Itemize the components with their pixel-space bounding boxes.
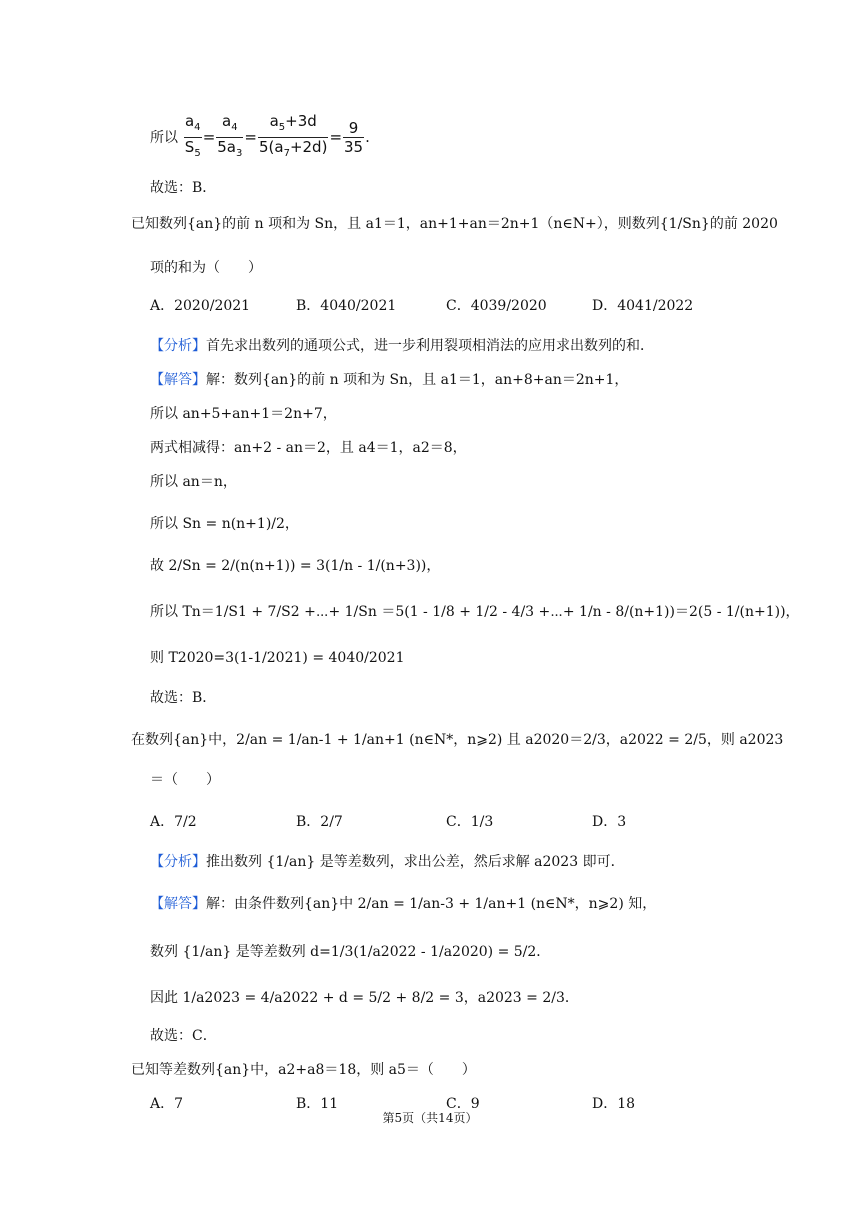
- answer-line: 数列 {1/an} 是等差数列 d=1/3(1/a2022 - 1/a2020) = 5/2．: [150, 944, 551, 960]
- answer-line: 因此 1/a2023 = 4/a2022 + d = 5/2 + 8/2 = 3，a2023 = 2/3．: [150, 990, 579, 1006]
- page-footer: 第5页（共14页）: [382, 1111, 478, 1125]
- option-c: C．9: [446, 1096, 480, 1112]
- option-b: B．4040/2021: [296, 298, 397, 314]
- question-4-stem: 在数列{an}中，2/an = 1/an-1 + 1/an+1 (n∈N*，n⩾2) 且 a2020＝2/3，a2022 = 2/5，则 a2023: [131, 732, 784, 748]
- answer-line: 所以 Tn＝1/S1 + 7/S2 +⋯+ 1/Sn ＝5(1 - 1/8 + 1/2 - 4/3 +⋯+ 1/n - 8/(n+1))＝2(5 - 1/(n+1))，: [150, 604, 800, 620]
- option-b: B．11: [296, 1096, 339, 1112]
- option-b: B．2/7: [296, 814, 343, 830]
- question-5-stem: 已知等差数列{an}中，a2+a8＝18，则 a5＝（ ）: [131, 1062, 476, 1078]
- answer-line: 则 T2020=3(1-1/2021) = 4040/2021: [150, 650, 405, 666]
- option-c: C．1/3: [446, 814, 494, 830]
- answer: 【解答】解：由条件数列{an}中 2/an = 1/an-3 + 1/an+1 (n∈N*，n⩾2) 知，: [150, 896, 657, 912]
- question-4-stem-2: ＝（ ）: [150, 772, 220, 788]
- answer: 【解答】解：数列{an}的前 n 项和为 Sn，且 a1＝1，an+8+an＝2n+1，: [150, 372, 629, 388]
- answer-line: 所以 an＝n，: [150, 474, 237, 490]
- question-3-stem-2: 项的和为（ ）: [150, 260, 262, 276]
- analysis: 【分析】推出数列 {1/an} 是等差数列，求出公差，然后求解 a2023 即可．: [150, 854, 625, 870]
- option-d: D．4041/2022: [592, 298, 694, 314]
- question-3-stem: 已知数列{an}的前 n 项和为 Sn，且 a1＝1，an+1+an＝2n+1（n∈N+），则数列{1/Sn}的前 2020: [131, 216, 778, 232]
- answer-line: 所以 an+5+an+1＝2n+7，: [150, 406, 337, 422]
- option-d: D．3: [592, 814, 627, 830]
- option-a: A．2020/2021: [150, 298, 251, 314]
- answer-line: 故 2/Sn = 2/(n(n+1)) = 3(1/n - 1/(n+3))，: [150, 558, 441, 574]
- solution-line-display: 所以 $\frac{a_4}{S_5}$ = $\frac{a_4}{5a_3}$ = $\frac{a_5+3d}{5(a_7+2d)}$ = $\frac{9}{35}$ .: [150, 112, 370, 159]
- answer-line: 所以 Sn = n(n+1)/2，: [150, 516, 299, 532]
- option-a: A．7: [150, 1096, 184, 1112]
- option-d: D．18: [592, 1096, 636, 1112]
- option-a: A．7/2: [150, 814, 197, 830]
- analysis: 【分析】首先求出数列的通项公式，进一步利用裂项相消法的应用求出数列的和．: [150, 338, 654, 354]
- answer-line: 两式相减得：an+2 - an＝2，且 a4＝1，a2＝8，: [150, 440, 467, 456]
- choice-line: 故选：B．: [150, 180, 217, 196]
- choice-line: 故选：B．: [150, 690, 217, 706]
- option-c: C．4039/2020: [446, 298, 547, 314]
- choice-line: 故选：C．: [150, 1028, 217, 1044]
